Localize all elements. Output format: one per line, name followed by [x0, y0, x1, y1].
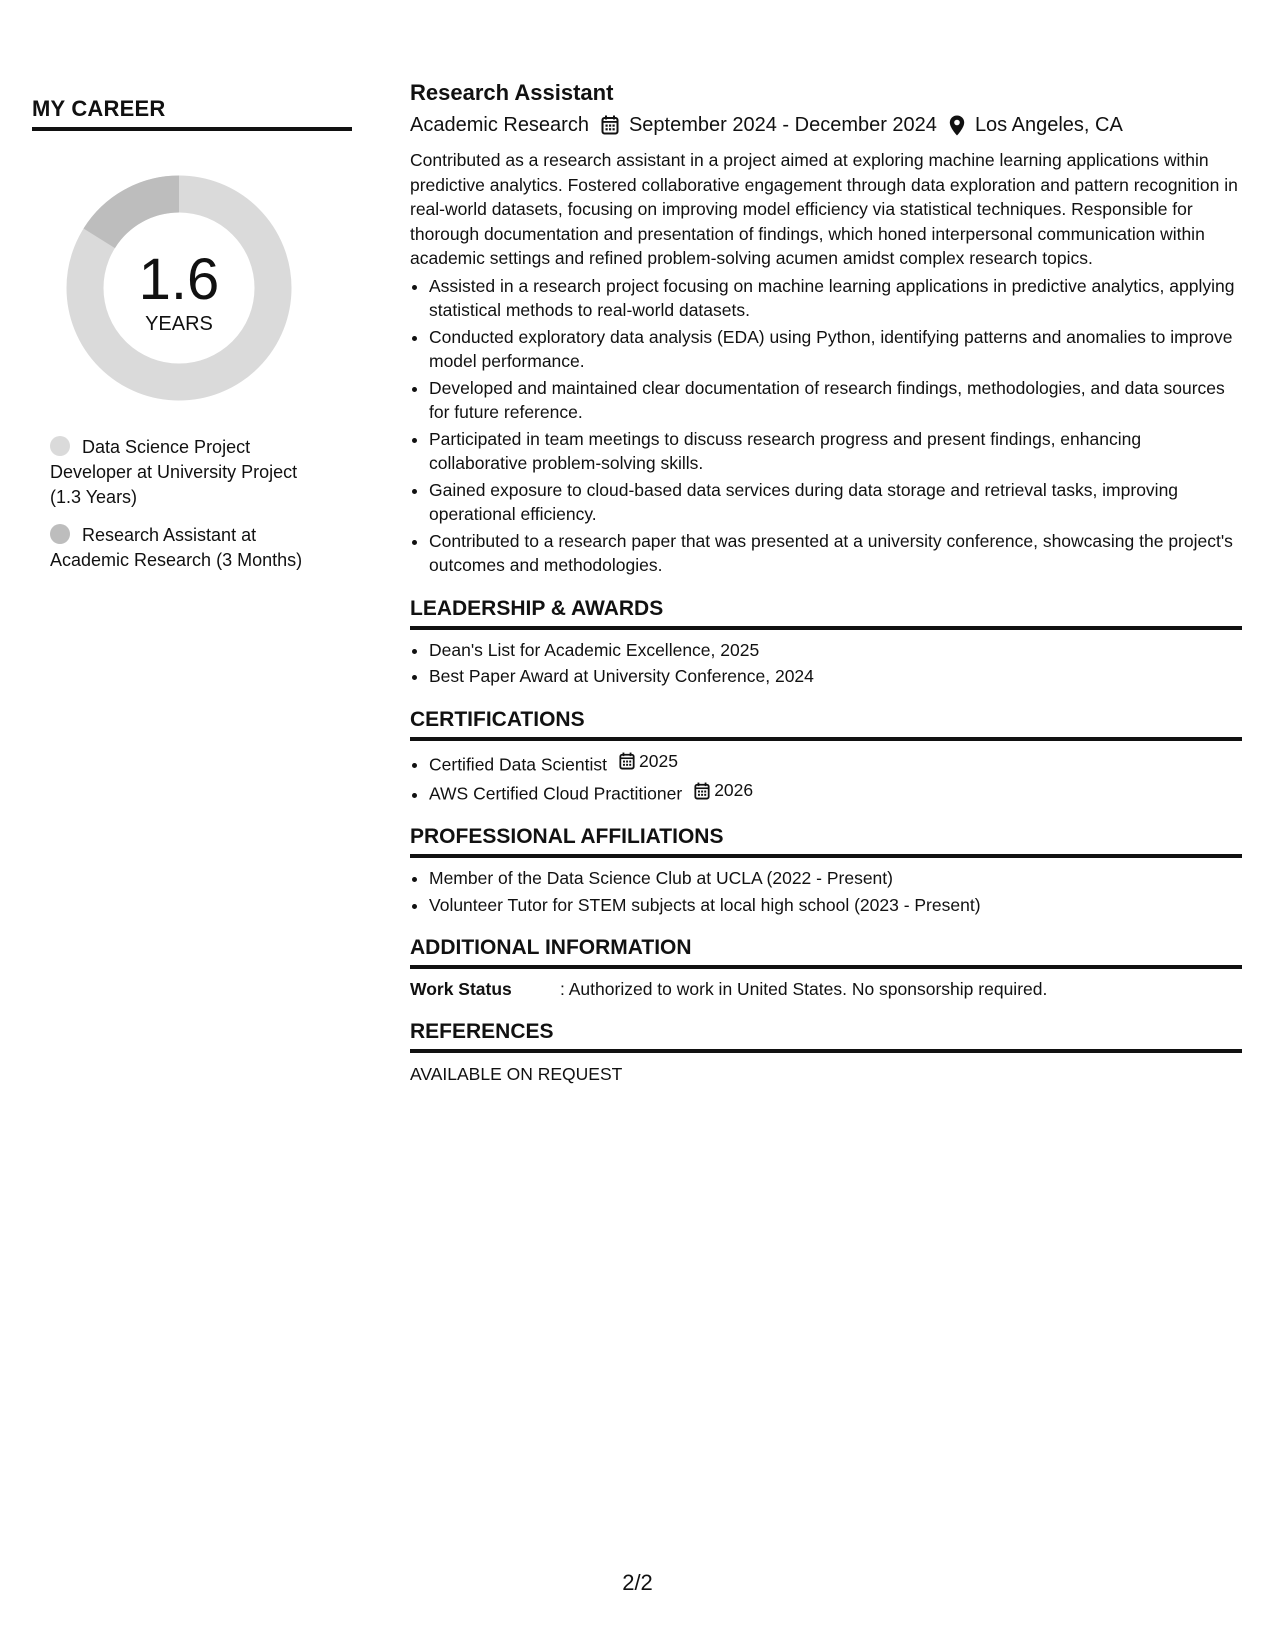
- certifications-section: [410, 707, 1242, 807]
- job-dates: September 2024 - December 2024: [628, 114, 937, 136]
- career-total-unit: YEARS: [145, 313, 213, 335]
- list-item: • Contributed to a research paper that was presented at a university conference, showcasing the project's outcomes and methodologies.: [429, 529, 1242, 578]
- cert-year: 2025: [639, 750, 678, 771]
- job-title: Research Assistant: [410, 80, 614, 105]
- work-status-label: Work Status: [410, 979, 512, 999]
- career-donut-chart: [66, 175, 292, 401]
- career-sidebar: [32, 96, 352, 586]
- calendar-icon: [694, 782, 710, 800]
- list-item: • Dean's List for Academic Excellence, 2025: [429, 638, 1242, 663]
- legend-label: Research Assistant at Academic Research (3 Months): [50, 525, 303, 570]
- list-item: • Volunteer Tutor for STEM subjects at local high school (2023 - Present): [429, 893, 1242, 918]
- legend-item: [50, 523, 330, 573]
- legend-dot: [50, 524, 70, 544]
- section-title: CERTIFICATIONS: [410, 707, 1242, 741]
- section-title: LEADERSHIP & AWARDS: [410, 596, 1242, 630]
- work-status-value: : Authorized to work in United States. No sponsorship required.: [560, 979, 1048, 999]
- legend-dot: [50, 436, 70, 456]
- legend-item: [50, 435, 330, 510]
- section-title: ADDITIONAL INFORMATION: [410, 935, 1242, 969]
- resume-main: [410, 78, 1242, 1086]
- additional-info-section: [410, 935, 1242, 1001]
- career-heading: MY CAREER: [32, 96, 352, 131]
- map-pin-icon: [949, 115, 965, 136]
- list-item: • Developed and maintained clear documentation of research findings, methodologies, and data sources for future reference.: [429, 376, 1242, 425]
- job-company: Academic Research: [410, 114, 589, 136]
- references-text: AVAILABLE ON REQUEST: [410, 1064, 623, 1084]
- job-location: Los Angeles, CA: [974, 114, 1123, 136]
- list-item: • Assisted in a research project focusing on machine learning applications in predictive analytics, applying statistical methods to real-world datasets.: [429, 274, 1242, 323]
- cert-name: AWS Certified Cloud Practitioner: [429, 783, 683, 804]
- cert-name: Certified Data Scientist: [429, 753, 607, 774]
- work-status-row: [410, 977, 1242, 1001]
- career-legend: [50, 435, 330, 573]
- calendar-icon: [601, 115, 619, 135]
- job-bullets: [410, 274, 1242, 578]
- list-item: [429, 749, 1242, 777]
- references-section: [410, 1019, 1242, 1086]
- list-item: • Gained exposure to cloud-based data services during data storage and retrieval tasks, improving operational efficiency.: [429, 478, 1242, 527]
- list-item: • Member of the Data Science Club at UCLA (2022 - Present): [429, 866, 1242, 891]
- leadership-section: [410, 596, 1242, 689]
- page-number: 2/2: [622, 1570, 653, 1595]
- list-item: • Conducted exploratory data analysis (EDA) using Python, identifying patterns and anomalies to improve model performance.: [429, 325, 1242, 374]
- list-item: • Best Paper Award at University Conference, 2024: [429, 664, 1242, 689]
- job-meta: [410, 110, 1242, 140]
- section-title: PROFESSIONAL AFFILIATIONS: [410, 824, 1242, 858]
- calendar-icon: [619, 752, 635, 770]
- affiliations-section: [410, 824, 1242, 917]
- cert-year: 2026: [714, 780, 754, 801]
- legend-label: Data Science Project Developer at University Project (1.3 Years): [50, 437, 298, 507]
- list-item: [429, 778, 1242, 806]
- section-title: REFERENCES: [410, 1019, 1242, 1053]
- career-total-value: 1.6: [138, 247, 220, 312]
- list-item: • Participated in team meetings to discuss research progress and present findings, enhancing collaborative problem-solving skills.: [429, 427, 1242, 476]
- job-description: Contributed as a research assistant in a project aimed at exploring machine learning applications within predictive analytics. Fostered collaborative engagement through data exploration and pattern recognition in real-world datasets, focusing on improving model efficiency via statistical techniques. Responsible for thorough documentation and presentation of findings, which honed interpersonal communication within academic settings and refined problem-solving acumen amidst complex research topics.: [410, 150, 1238, 268]
